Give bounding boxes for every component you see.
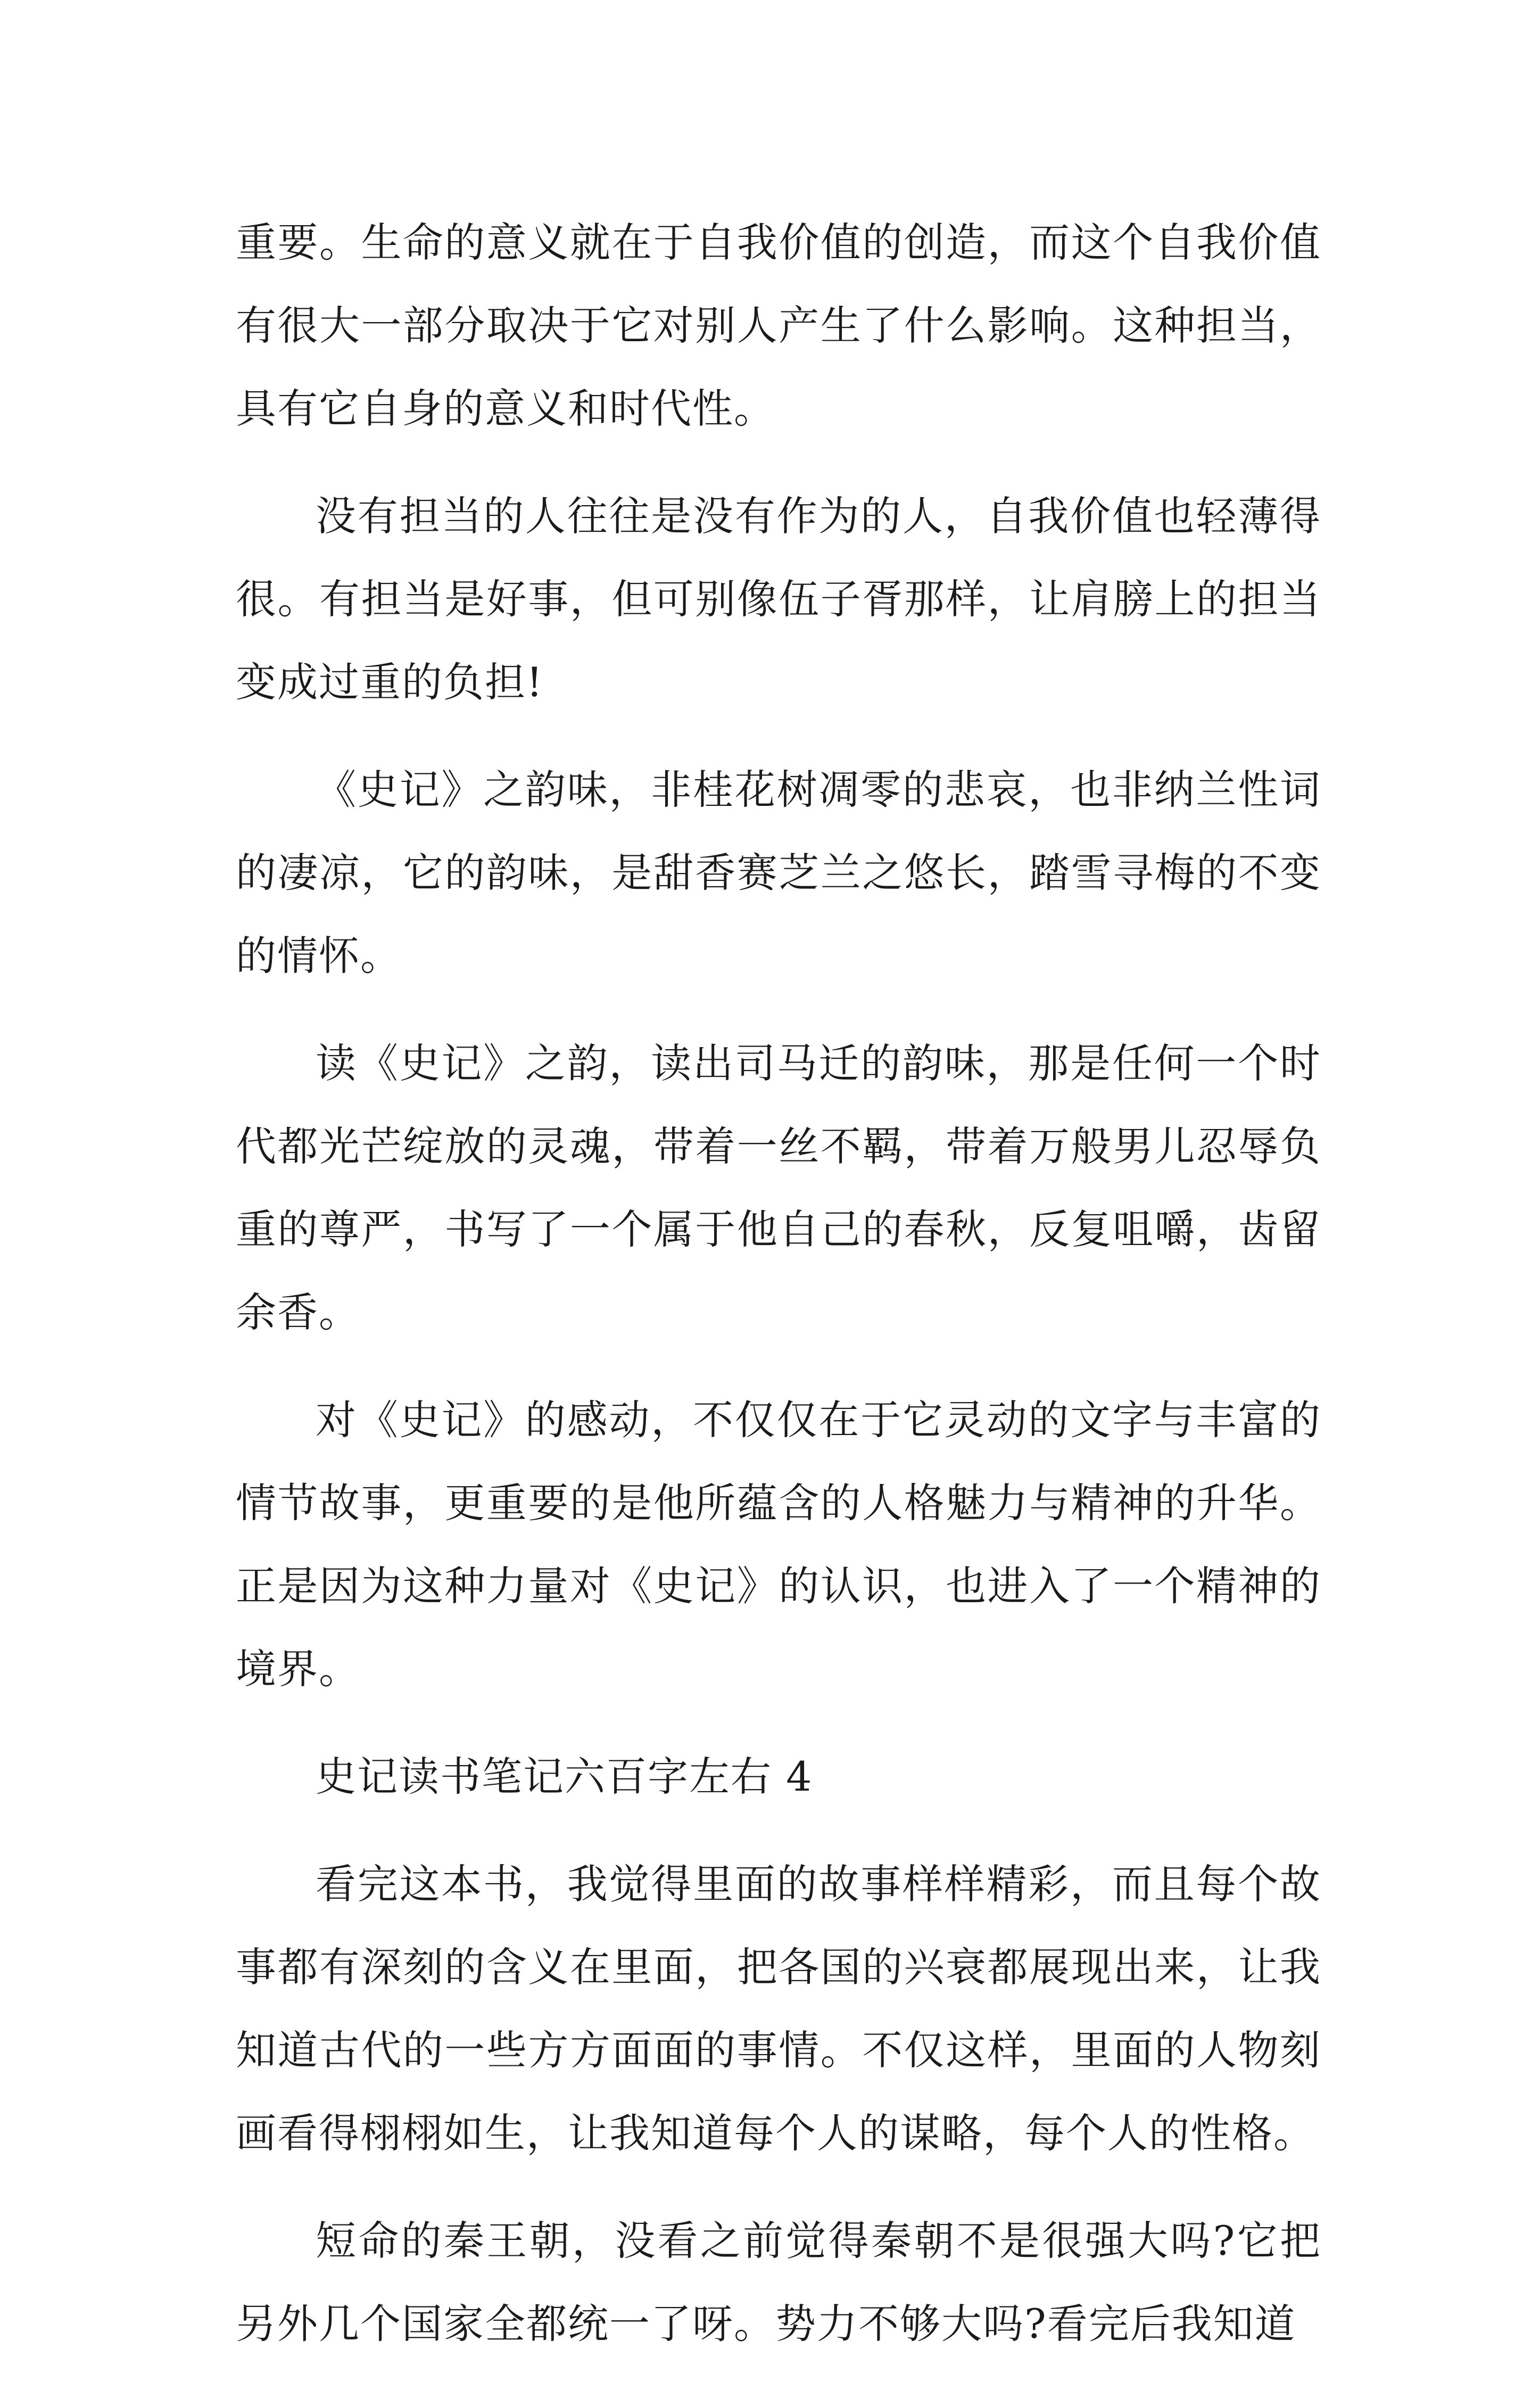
paragraph-continued: 重要。生命的意义就在于自我价值的创造，而这个自我价值有很大一部分取决于它对别人产生了什么影响。这种担当，具有它自身的意义和时代性。 bbox=[236, 219, 1321, 432]
paragraph: 读《史记》之韵，读出司马迁的韵味，那是任何一个时代都光芒绽放的灵魂，带着一丝不羁，带着万般男儿忍辱负重的尊严，书写了一个属于他自己的春秋，反复咀嚼，齿留余香。 bbox=[236, 1040, 1321, 1336]
paragraph: 看完这本书，我觉得里面的故事样样精彩，而且每个故事都有深刻的含义在里面，把各国的兴衰都展现出来，让我知道古代的一些方方面面的事情。不仅这样，里面的人物刻画看得栩栩如生，让我知道每个人的谋略，每个人的性格。 bbox=[236, 1860, 1321, 2157]
document-body bbox=[236, 201, 1321, 2390]
paragraph: 《史记》之韵味，非桂花树凋零的悲哀，也非纳兰性词的凄凉，它的韵味，是甜香赛芝兰之悠长，踏雪寻梅的不变的情怀。 bbox=[236, 766, 1321, 979]
paragraph: 没有担当的人往往是没有作为的人，自我价值也轻薄得很。有担当是好事，但可别像伍子胥那样，让肩膀上的担当变成过重的负担! bbox=[236, 492, 1321, 706]
paragraph: 短命的秦王朝，没看之前觉得秦朝不是很强大吗?它把另外几个国家全都统一了呀。势力不够大吗?看完后我知道 bbox=[236, 2217, 1321, 2347]
paragraph: 对《史记》的感动，不仅仅在于它灵动的文字与丰富的情节故事，更重要的是他所蕴含的人格魅力与精神的升华。正是因为这种力量对《史记》的认识，也进入了一个精神的境界。 bbox=[236, 1396, 1321, 1693]
section-heading: 史记读书笔记六百字左右 4 bbox=[316, 1753, 813, 1800]
